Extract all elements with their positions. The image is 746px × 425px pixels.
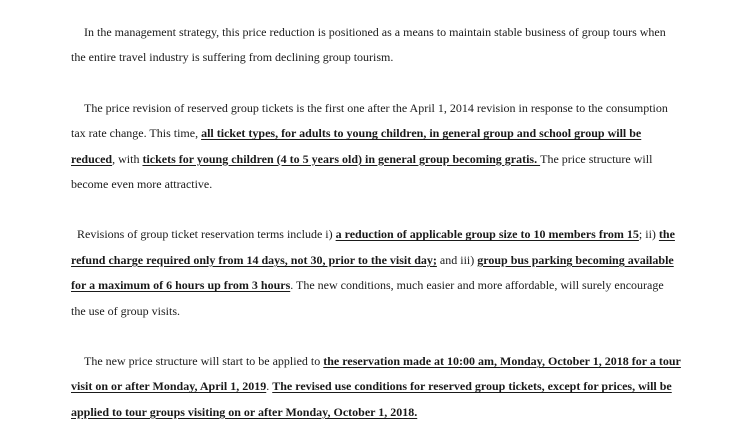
- paragraph-text: , with: [112, 151, 143, 166]
- paragraph-text: Revisions of group ticket reservation terms include i): [77, 227, 336, 242]
- highlighted-text: The revised use conditions for reserved group tickets, except for prices, will be applied to tour groups visiting on or after Monday, October 1, 2018.: [71, 379, 672, 419]
- highlighted-text: all ticket types, for adults to young children, in general group and school group will be reduced: [71, 126, 642, 166]
- paragraph-text: The price structure will become even more attractive.: [71, 151, 653, 192]
- highlighted-text: the reservation made at 10:00 am, Monday, October 1, 2018 for a tour visit on or after Monday, April 1, 2019: [71, 354, 681, 394]
- document-page: [71, 20, 681, 425]
- highlighted-text: a reduction of applicable group size to 10 members from 15: [335, 227, 639, 242]
- paragraph-price-revision: [71, 96, 681, 198]
- paragraph-application-dates: [71, 349, 681, 425]
- paragraph-text: .: [266, 379, 273, 394]
- paragraph-reservation-terms: [71, 222, 681, 324]
- paragraph-management-strategy: [71, 20, 681, 71]
- highlighted-text: the refund charge required only from 14 days, not 30, prior to the visit day;: [71, 227, 675, 267]
- paragraph-text: In the management strategy, this price reduction is positioned as a means to maintain stable business of group tours when the entire travel industry is suffering from declining group tourism.: [71, 25, 666, 65]
- highlighted-text: tickets for young children (4 to 5 years old) in general group becoming gratis.: [142, 151, 541, 166]
- paragraph-text: The price revision of reserved group tickets is the first one after the April 1, 2014 revision in response to the consumption tax rate change. This time,: [71, 100, 668, 141]
- highlighted-text: group bus parking becoming available for a maximum of 6 hours up from 3 hours: [71, 252, 674, 293]
- paragraph-text: ; ii): [638, 227, 659, 242]
- paragraph-text: and iii): [436, 252, 478, 267]
- paragraph-text: The new price structure will start to be applied to: [84, 354, 324, 369]
- paragraph-text: . The new conditions, much easier and more affordable, will surely encourage the use of group visits.: [71, 278, 664, 318]
